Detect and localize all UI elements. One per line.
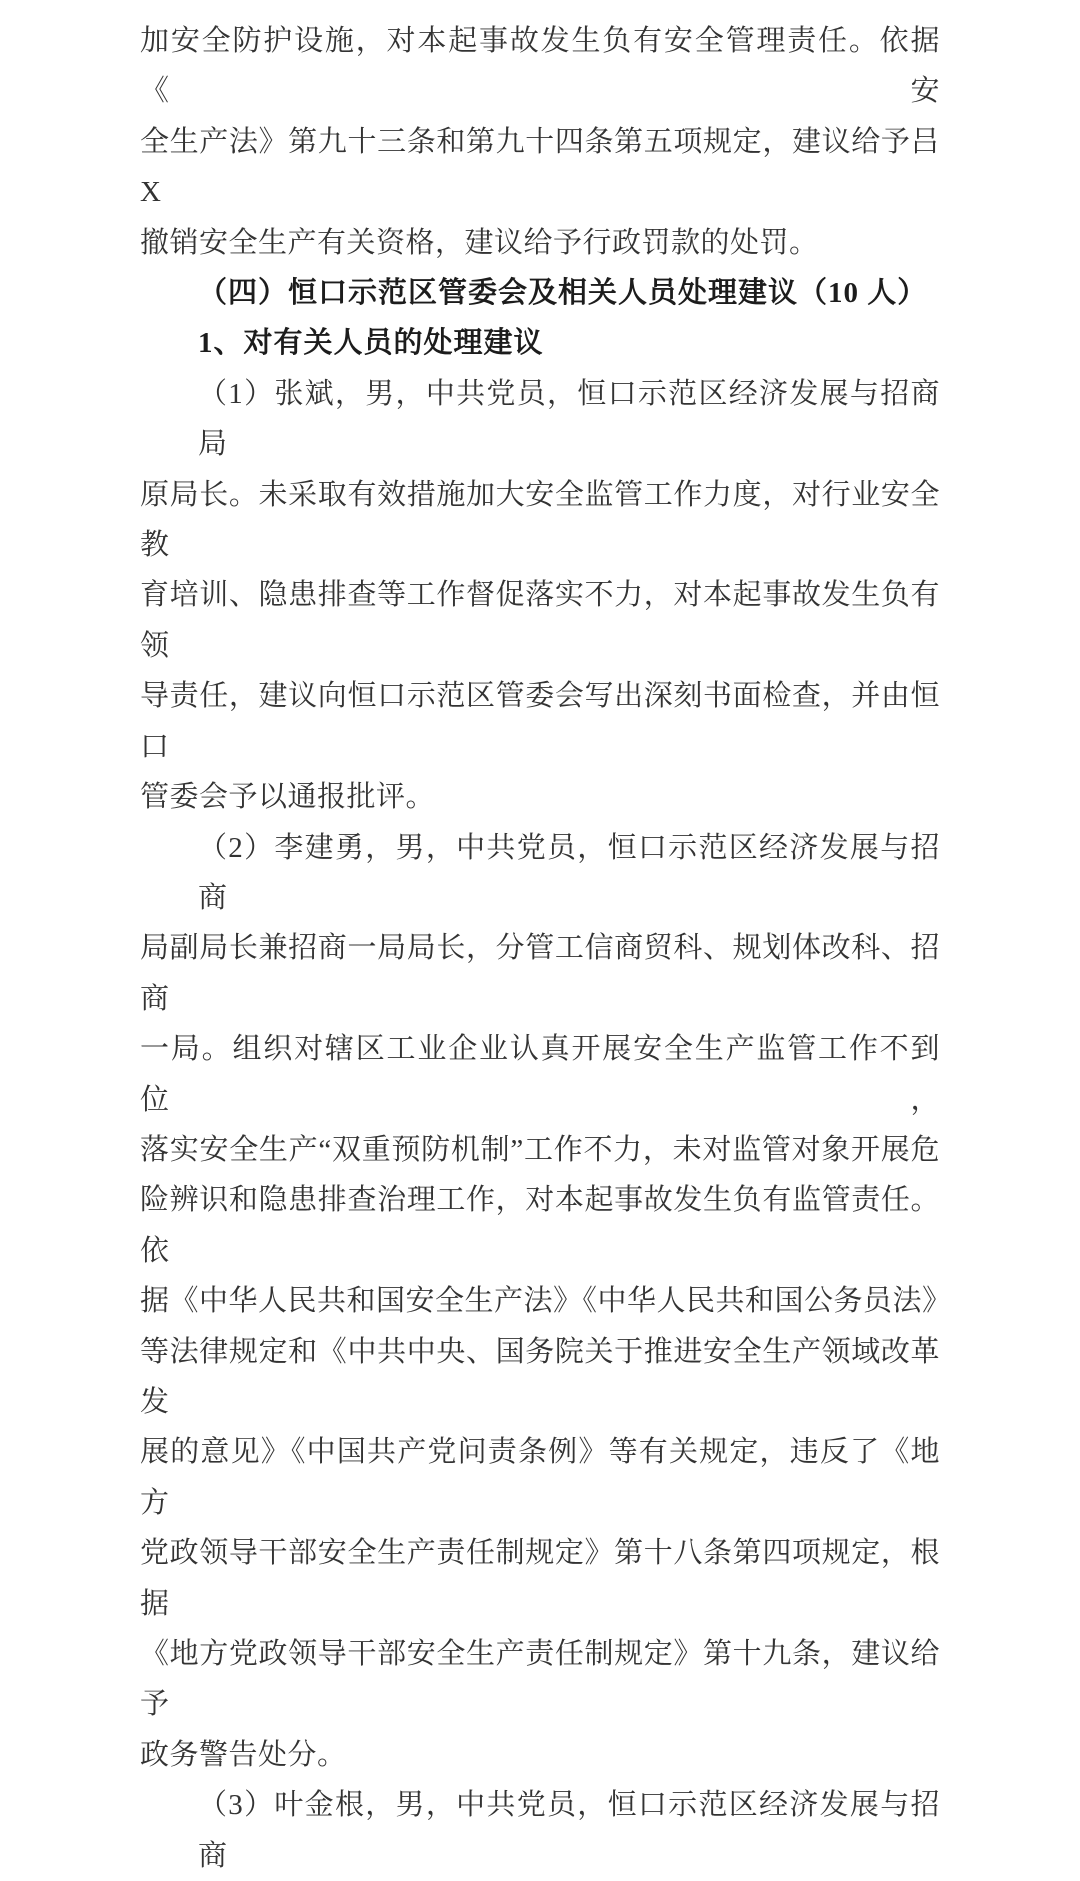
text-line: （1）张斌，男，中共党员，恒口示范区经济发展与招商局 bbox=[198, 377, 940, 461]
text-line: 管委会予以通报批评。 bbox=[140, 781, 436, 814]
subsection-heading: 1、对有关人员的处理建议 bbox=[198, 327, 544, 360]
text-line: 险辨识和隐患排查治理工作，对本起事故发生负有监管责任。依 bbox=[140, 1184, 940, 1267]
section-heading: （四）恒口示范区管委会及相关人员处理建议（10 人） bbox=[198, 277, 928, 310]
text-line: 育培训、隐患排查等工作督促落实不力，对本起事故发生负有领 bbox=[140, 579, 940, 662]
text-line: 落实安全生产“双重预防机制”工作不力，未对监管对象开展危 bbox=[140, 1133, 940, 1166]
text-line: 党政领导干部安全生产责任制规定》第十八条第四项规定，根据 bbox=[140, 1537, 940, 1620]
text-line: 展的意见》《中国共产党问责条例》等有关规定，违反了《地方 bbox=[140, 1436, 940, 1519]
text-line: 政务警告处分。 bbox=[140, 1738, 347, 1771]
text-line: 局副局长兼招商一局局长，分管工信商贸科、规划体改科、招商 bbox=[140, 932, 940, 1015]
text-line: 导责任，建议向恒口示范区管委会写出深刻书面检查，并由恒口 bbox=[140, 680, 940, 763]
text-line: 等法律规定和《中共中央、国务院关于推进安全生产领域改革发 bbox=[140, 1335, 940, 1418]
text-line: 《地方党政领导干部安全生产责任制规定》第十九条，建议给予 bbox=[140, 1638, 940, 1721]
text-line: 一局。组织对辖区工业企业认真开展安全生产监管工作不到位， bbox=[140, 1033, 940, 1116]
text-line: 加安全防护设施，对本起事故发生负有安全管理责任。依据《安 bbox=[140, 25, 940, 108]
text-line: 撤销安全生产有关资格，建议给予行政罚款的处罚。 bbox=[140, 226, 819, 259]
text-line: 据《中华人民共和国安全生产法》《中华人民共和国公务员法》 bbox=[140, 1285, 952, 1318]
text-line: （3）叶金根，男，中共党员，恒口示范区经济发展与招商 bbox=[198, 1789, 940, 1872]
text-line: （2）李建勇，男，中共党员，恒口示范区经济发展与招商 bbox=[198, 831, 940, 914]
text-line: 全生产法》第九十三条和第九十四条第五项规定，建议给予吕 X bbox=[140, 125, 940, 209]
text-line: 原局长。未采取有效措施加大安全监管工作力度，对行业安全教 bbox=[140, 478, 940, 562]
